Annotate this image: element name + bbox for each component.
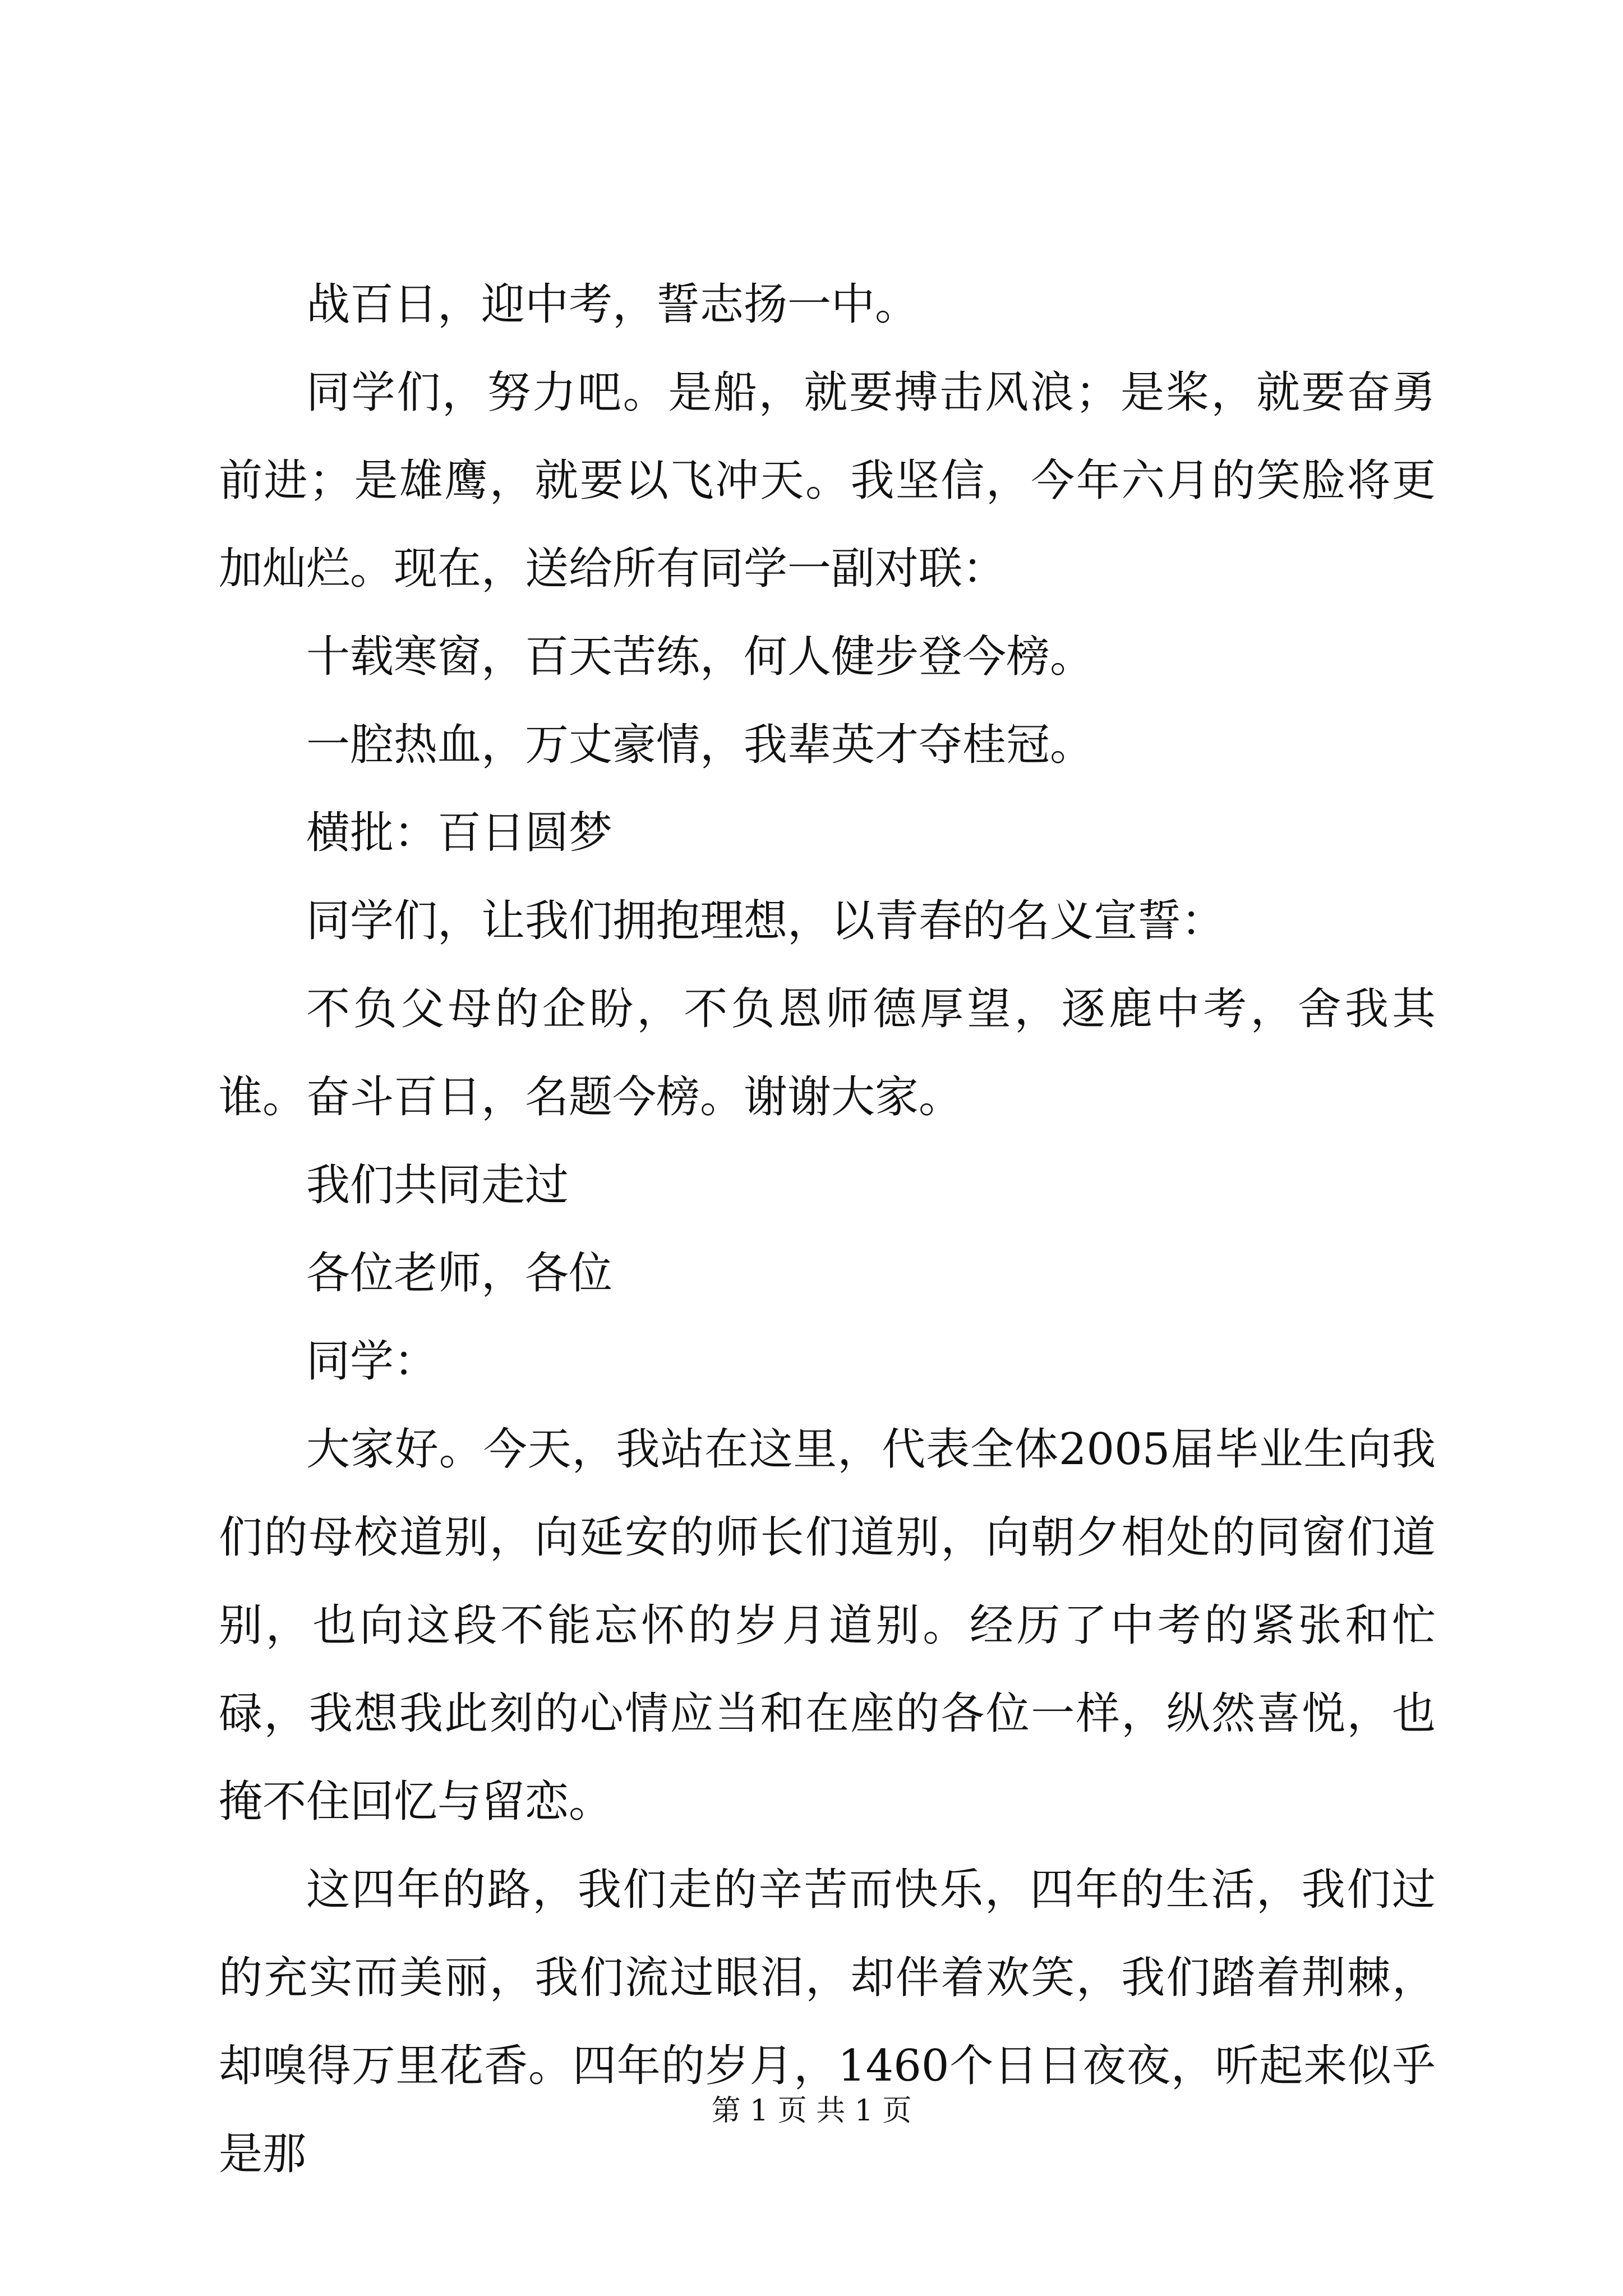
paragraph: 大家好。今天，我站在这里，代表全体2005届毕业生向我们的母校道别，向延安的师长们道别，向朝夕相处的同窗们道别，也向这段不能忘怀的岁月道别。经历了中考的紧张和忙碌，我想我此刻的心情应当和在座的各位一样，纵然喜悦，也掩不住回忆与留恋。 <box>219 1424 1436 1827</box>
paragraph: 同学们，让我们拥抱理想，以青春的名义宣誓： <box>306 896 1225 946</box>
paragraph: 各位老师，各位 <box>306 1248 613 1299</box>
document-body <box>219 261 1436 2198</box>
paragraph: 不负父母的企盼，不负恩师德厚望，逐鹿中考，舍我其谁。奋斗百日，名题今榜。谢谢大家。 <box>219 984 1436 1122</box>
paragraph: 同学们，努力吧。是船，就要搏击风浪；是桨，就要奋勇前进；是雄鹰，就要以飞冲天。我坚信，今年六月的笑脸将更加灿烂。现在，送给所有同学一副对联： <box>219 367 1436 594</box>
page-number-footer: 第 1 页 共 1 页 <box>711 2094 912 2128</box>
paragraph: 战百日，迎中考，誓志扬一中。 <box>306 279 919 330</box>
paragraph: 这四年的路，我们走的辛苦而快乐，四年的生活，我们过的充实而美丽，我们流过眼泪，却伴着欢笑，我们踏着荆棘，却嗅得万里花香。四年的岁月，1460个日日夜夜，听起来似乎是那 <box>219 1865 1436 2179</box>
paragraph: 横批：百日圆梦 <box>306 808 613 858</box>
paragraph: 我们共同走过 <box>306 1160 569 1211</box>
paragraph: 十载寒窗，百天苦练，何人健步登今榜。 <box>306 632 1094 682</box>
paragraph: 同学： <box>306 1336 438 1387</box>
paragraph: 一腔热血，万丈豪情，我辈英才夺桂冠。 <box>306 720 1094 770</box>
